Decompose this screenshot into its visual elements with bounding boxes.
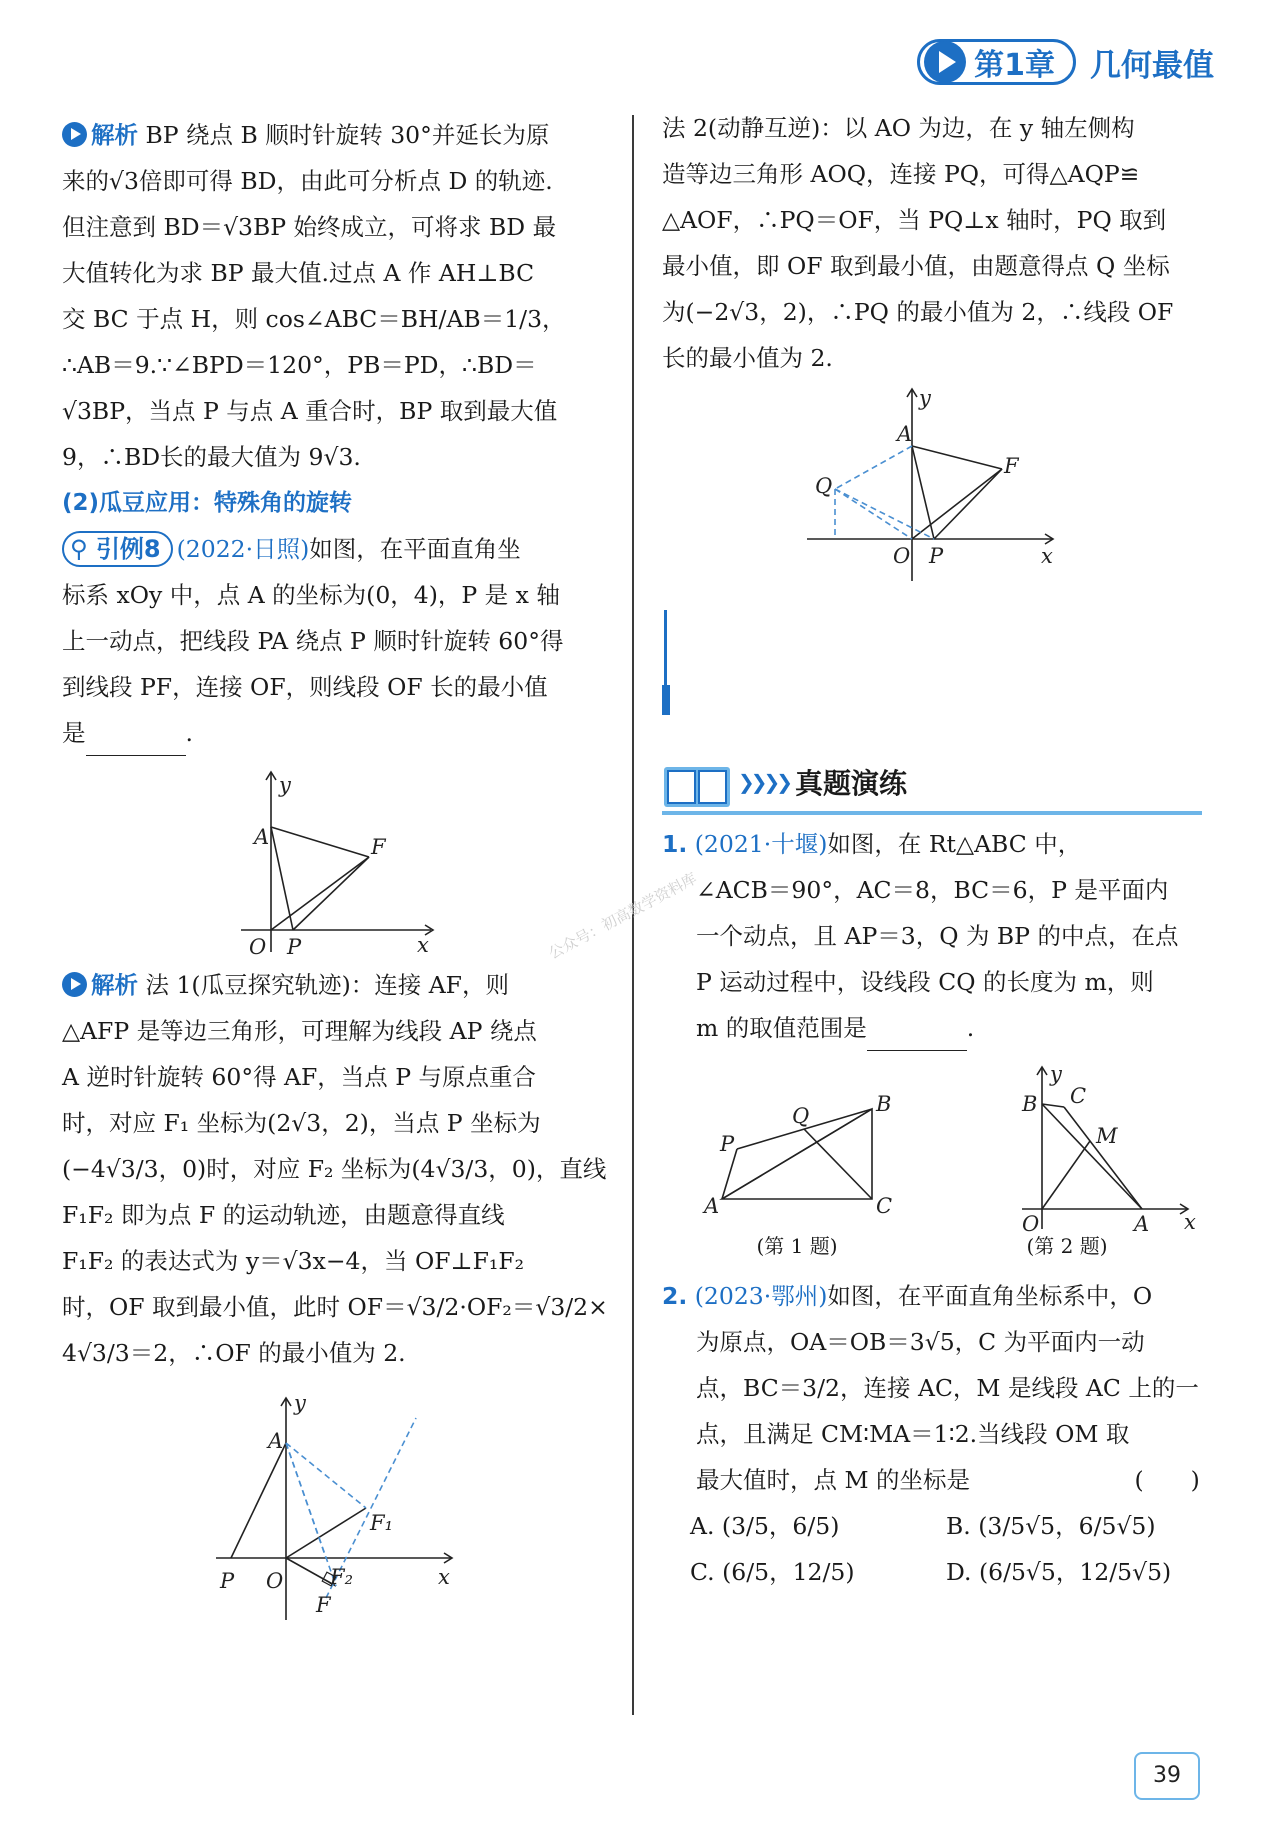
fig-label-y: y [919,386,931,410]
chevrons-icon: ❯❯❯❯ [738,770,790,794]
question-2 [662,1273,1202,1503]
example-line: 标系 xOy 中，点 A 的坐标为(0，4)，P 是 x 轴 [62,581,560,609]
fig-label-a: A [1134,1212,1150,1236]
section-header [662,753,1202,815]
solution-line: (−4√3/3，0)时，对应 F₂ 坐标为(4√3/3，0)，直线 [62,1155,607,1183]
solution-line: 来的√3倍即可得 BD，由此可分析点 D 的轨迹. [62,167,553,195]
fig-label-p: P [220,1569,235,1593]
example-label-text: 引例8 [95,535,161,563]
solution-line: 时，OF 取到最小值，此时 OF＝√3/2·OF₂＝√3/2× [62,1293,608,1321]
solution-line: ∴AB＝9.∵∠BPD＝120°，PB＝PD，∴BD＝ [62,351,537,379]
example-line: 如图，在平面直角坐 [309,535,521,563]
solution-line: A 逆时针旋转 60°得 AF，当点 P 与原点重合 [62,1063,537,1091]
question-line: 点，且满足 CM∶MA＝1∶2.当线段 OM 取 [696,1420,1130,1448]
fig-label-c: C [876,1194,892,1218]
figure-question-2 [1002,1059,1202,1239]
answer-blank [867,1020,967,1051]
fig-label-a: A [268,1429,284,1453]
fig-label-f2: F₂ [330,1565,353,1589]
page-number: 39 [1134,1752,1200,1800]
question-end: . [966,1014,975,1042]
section-title: 真题演练 [795,767,908,800]
solution-line: 但注意到 BD＝√3BP 始终成立，可将求 BD 最 [62,213,557,241]
fig-label-c: C [1070,1084,1087,1108]
example-8 [62,526,610,756]
fig-label-x: x [438,1565,450,1589]
chapter-number: 第1章 [974,48,1055,83]
fig-label-o: O [1022,1212,1040,1236]
method-line: 法 2(动静互逆)：以 AO 为边，在 y 轴左侧构 [662,114,1135,142]
chapter-header [917,34,1214,90]
fig-label-f: F [1004,454,1019,478]
question-number: 1. [662,830,688,858]
fig-label-b: B [1022,1092,1038,1116]
caption-question-2: (第 2 题) [1026,1234,1108,1258]
question-line: 点，BC＝3/2，连接 AC，M 是线段 AC 上的一 [696,1374,1199,1402]
fig-label-a: A [704,1194,720,1218]
solution-line: 交 BC 于点 H，则 cos∠ABC＝BH/AB＝1/3， [62,305,566,333]
play-icon [62,972,87,997]
question-line: 最大值时，点 M 的坐标是 ( ) [696,1466,1200,1494]
watermark: 公众号：初高数学资料库 [545,869,700,963]
book-icon [662,763,732,811]
example-line: 到线段 PF，连接 OF，则线段 OF 长的最小值 [62,673,548,701]
fig-label-y: y [1050,1062,1062,1086]
answer-options [662,1503,1202,1595]
option-a[interactable]: A. (3/5，6/5) [690,1512,840,1540]
solution-2 [62,962,610,1376]
fig-label-y: y [279,773,291,797]
left-column [62,112,610,1628]
figure-method-2 [797,381,1067,591]
fig-label-p: P [720,1132,735,1156]
chapter-badge [917,39,1076,85]
figure-method-1 [206,1388,466,1628]
question-line: ∠ACB＝90°，AC＝8，BC＝6，P 是平面内 [696,876,1169,904]
fig-label-a: A [897,422,913,446]
fig-label-f1: F₁ [370,1511,393,1535]
solution-line: △AFP 是等边三角形，可理解为线段 AP 绕点 [62,1017,537,1045]
fig-label-p: P [929,544,944,568]
right-column [662,105,1202,1595]
sub-heading: (2)瓜豆应用：特殊角的旋转 [62,490,353,516]
fig-label-o: O [893,544,911,568]
question-line: m 的取值范围是 [696,1014,867,1042]
method-line: 最小值，即 OF 取到最小值，由题意得点 Q 坐标 [662,252,1170,280]
example-line: 上一动点，把线段 PA 绕点 P 顺时针旋转 60°得 [62,627,564,655]
method-2 [662,105,1202,381]
solution-line: BP 绕点 B 顺时针旋转 30°并延长为原 [145,121,550,149]
fig-label-o: O [266,1569,284,1593]
example-line: 是 [62,719,86,747]
chapter-title: 几何最值 [1090,47,1214,84]
solution-line: 4√3/3＝2，∴OF 的最小值为 2. [62,1339,406,1367]
fig-label-q: Q [792,1104,810,1128]
fig-label-x: x [1041,544,1053,568]
solution-1 [62,112,610,480]
fig-label-o: O [249,935,267,959]
solution-line: F₁F₂ 即为点 F 的运动轨迹，由题意得直线 [62,1201,505,1229]
solution-label: 解析 [91,121,138,149]
fig-label-f: F [316,1593,331,1617]
question-line: 如图，在平面直角坐标系中，O [827,1282,1153,1310]
fig-label-b: B [876,1092,892,1116]
figure-example-8 [221,762,451,962]
question-line: P 运动过程中，设线段 CQ 的长度为 m，则 [696,968,1154,996]
method-line: 造等边三角形 AOQ，连接 PQ，可得△AQP≌ [662,160,1140,188]
figure-question-1 [662,1059,892,1219]
question-line: 如图，在 Rt△ABC 中， [827,830,1082,858]
question-line: 为原点，OA＝OB＝3√5，C 为平面内一动 [696,1328,1145,1356]
fig-label-y: y [294,1391,306,1415]
question-figures [662,1059,1202,1239]
caption-question-1: (第 1 题) [756,1234,838,1258]
solution-line: 时，对应 F₁ 坐标为(2√3，2)，当点 P 坐标为 [62,1109,541,1137]
method-line: 长的最小值为 2. [662,344,833,372]
play-icon [924,41,966,83]
fig-label-p: P [287,935,302,959]
play-icon [62,122,87,147]
solution-line: 法 1(瓜豆探究轨迹)：连接 AF，则 [145,971,509,999]
question-source: (2021·十堰) [694,830,828,858]
method-line: △AOF，∴PQ＝OF，当 PQ⊥x 轴时，PQ 取到 [662,206,1167,234]
fig-label-f: F [371,835,386,859]
fig-label-x: x [417,933,429,957]
fig-label-a: A [254,825,270,849]
solution-label: 解析 [91,971,138,999]
fig-label-m: M [1096,1124,1118,1148]
example-end: . [185,719,193,747]
pencil-decoration [662,610,670,720]
fig-label-x: x [1184,1210,1196,1234]
method-line: 为(−2√3，2)，∴PQ 的最小值为 2，∴线段 OF [662,298,1174,326]
solution-line: 大值转化为求 BP 最大值.过点 A 作 AH⊥BC [62,259,535,287]
question-line: 一个动点，且 AP＝3，Q 为 BP 的中点，在点 [696,922,1179,950]
question-1 [662,821,1202,1051]
solution-line: 9，∴BD长的最大值为 9√3. [62,443,361,471]
option-b[interactable]: B. (3/5√5，6/5√5) [946,1512,1156,1540]
option-c[interactable]: C. (6/5，12/5) [690,1558,855,1586]
example-label: ⚲ 引例8 [62,531,173,567]
solution-line: F₁F₂ 的表达式为 y＝√3x−4，当 OF⊥F₁F₂ [62,1247,525,1275]
example-source: (2022·日照) [176,535,310,563]
question-source: (2023·鄂州) [694,1282,828,1310]
question-number: 2. [662,1282,688,1310]
option-d[interactable]: D. (6/5√5，12/5√5) [946,1558,1172,1586]
fig-label-q: Q [815,474,833,498]
answer-blank [86,725,186,756]
solution-line: √3BP，当点 P 与点 A 重合时，BP 取到最大值 [62,397,558,425]
